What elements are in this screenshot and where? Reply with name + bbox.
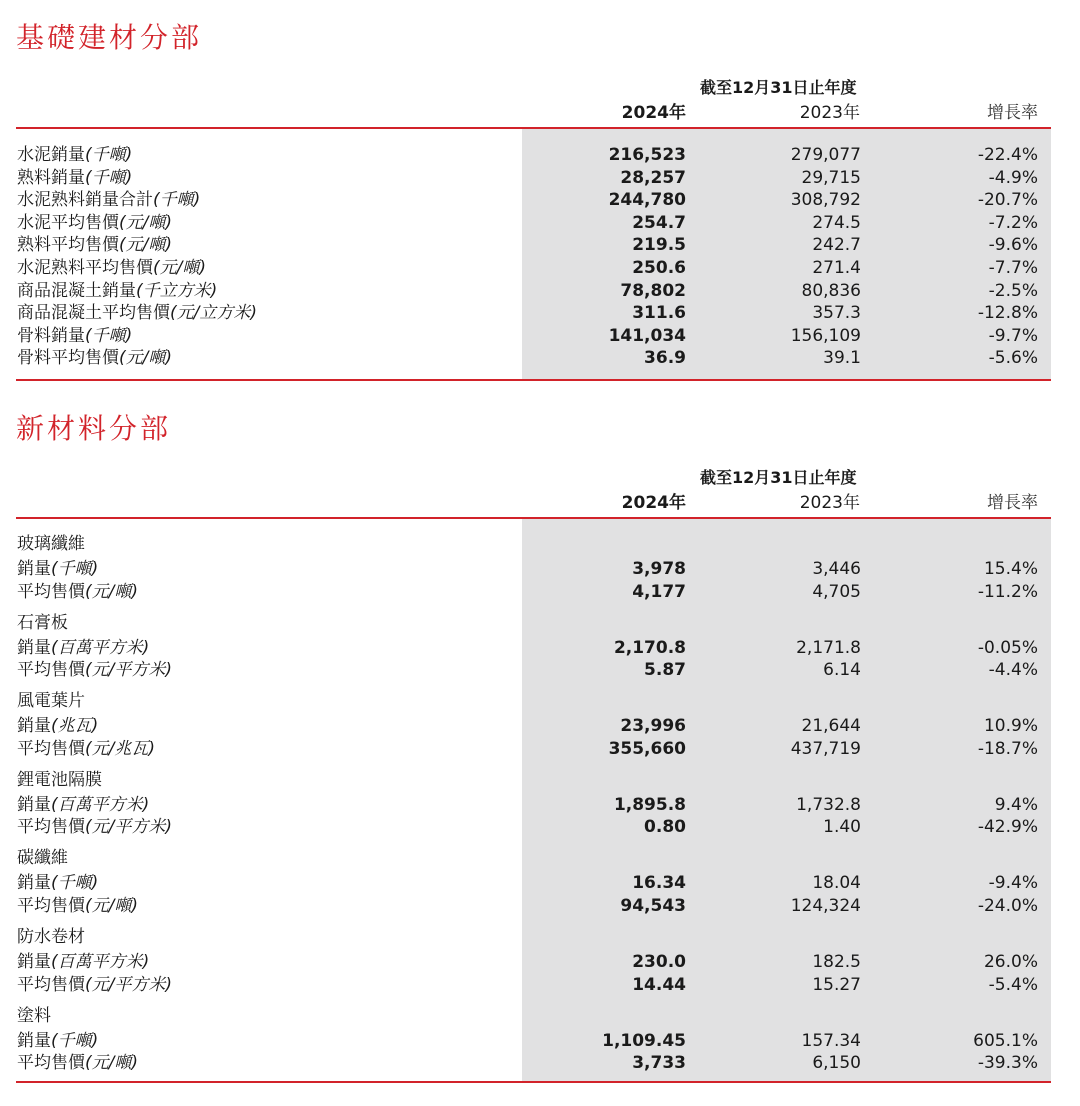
- value-2024: 28,257: [620, 167, 686, 188]
- item-unit: (千噸): [85, 325, 133, 346]
- building-materials-rows: [0, 144, 1080, 370]
- item-unit: (百萬平方米): [51, 951, 150, 972]
- item-unit: (百萬平方米): [51, 794, 150, 815]
- column-header-2023: 2023年: [799, 493, 860, 513]
- growth-rate: -2.5%: [988, 280, 1038, 301]
- value-2023: 271.4: [812, 257, 861, 278]
- growth-rate: -24.0%: [977, 895, 1038, 916]
- column-header-growth: 增長率: [987, 103, 1038, 123]
- value-2024: 23,996: [620, 716, 686, 737]
- growth-rate: -42.9%: [977, 817, 1038, 838]
- value-2023: 308,792: [790, 190, 861, 211]
- item-name: 平均售價: [17, 817, 85, 838]
- row-label: [17, 234, 172, 257]
- table-row: [0, 581, 1080, 604]
- growth-rate: -0.05%: [977, 637, 1038, 658]
- table-row: [0, 659, 1080, 682]
- value-2024: 219.5: [632, 235, 686, 256]
- table-row: [0, 144, 1080, 167]
- item-name: 銷量: [17, 716, 51, 737]
- row-label: [17, 212, 172, 235]
- column-header-2023: 2023年: [799, 103, 860, 123]
- row-label: [17, 974, 172, 997]
- growth-rate: -18.7%: [977, 738, 1038, 759]
- item-name: 銷量: [17, 637, 51, 658]
- growth-rate: -7.7%: [988, 257, 1038, 278]
- growth-rate: 15.4%: [983, 559, 1038, 579]
- item-unit: (元/噸): [119, 235, 172, 256]
- growth-rate: -4.4%: [988, 660, 1038, 681]
- growth-rate: -39.3%: [977, 1053, 1038, 1074]
- product-group: [0, 1005, 1080, 1084]
- table-row: [0, 715, 1080, 738]
- item-name: 平均售價: [17, 738, 85, 759]
- value-2024: 216,523: [608, 145, 686, 165]
- value-2023: 156,109: [790, 325, 861, 346]
- item-name: 商品混凝土銷量: [17, 280, 136, 301]
- item-name: 水泥銷量: [17, 145, 85, 165]
- item-name: 熟料平均售價: [17, 235, 119, 256]
- value-2024: 254.7: [632, 212, 686, 233]
- value-2024: 3,733: [632, 1053, 686, 1074]
- product-group: [0, 612, 1080, 691]
- item-name: 銷量: [17, 873, 51, 894]
- row-label: [17, 816, 172, 839]
- item-unit: (元/噸): [85, 1053, 138, 1074]
- growth-rate: -9.4%: [988, 873, 1038, 894]
- value-2023: 15.27: [812, 974, 861, 995]
- value-2023: 437,719: [790, 738, 861, 759]
- group-name: 風電葉片: [17, 691, 85, 712]
- value-2024: 16.34: [632, 873, 686, 894]
- row-label: [17, 167, 132, 190]
- value-2023: 157.34: [801, 1030, 861, 1051]
- table-row: [0, 257, 1080, 280]
- table-row: [0, 738, 1080, 761]
- group-name: 玻璃纖維: [17, 534, 85, 554]
- value-2024: 2,170.8: [613, 637, 686, 658]
- growth-rate: -5.4%: [988, 974, 1038, 995]
- item-name: 銷量: [17, 1030, 51, 1051]
- value-2023: 182.5: [812, 951, 861, 972]
- product-group: [0, 533, 1080, 612]
- item-name: 平均售價: [17, 660, 85, 681]
- value-2024: 141,034: [608, 325, 686, 346]
- value-2023: 2,171.8: [796, 637, 861, 658]
- item-unit: (千噸): [85, 145, 133, 165]
- growth-rate: -20.7%: [977, 190, 1038, 211]
- table-row: [0, 895, 1080, 918]
- item-unit: (元/立方米): [170, 303, 257, 324]
- value-2024: 3,978: [632, 559, 686, 579]
- group-name: 防水卷材: [17, 926, 85, 947]
- table-row: [0, 872, 1080, 895]
- item-unit: (千噸): [85, 167, 133, 188]
- item-name: 平均售價: [17, 895, 85, 916]
- table-row: [0, 189, 1080, 212]
- value-2023: 4,705: [812, 581, 861, 602]
- value-2023: 6.14: [823, 660, 861, 681]
- growth-rate: 10.9%: [983, 716, 1038, 737]
- table-row: [0, 167, 1080, 190]
- item-unit: (元/噸): [85, 581, 138, 602]
- product-group: [0, 690, 1080, 769]
- row-label: [17, 951, 149, 974]
- growth-rate: -5.6%: [988, 348, 1038, 369]
- item-name: 骨料平均售價: [17, 348, 119, 369]
- item-name: 水泥熟料銷量合計: [17, 190, 153, 211]
- table-row: [0, 816, 1080, 839]
- value-2024: 14.44: [632, 974, 686, 995]
- row-label: [17, 872, 98, 895]
- growth-rate: 9.4%: [994, 794, 1038, 815]
- value-2024: 0.80: [644, 817, 686, 838]
- table-row: [0, 234, 1080, 257]
- product-group: [0, 926, 1080, 1005]
- row-label: [17, 189, 200, 212]
- value-2023: 274.5: [812, 212, 861, 233]
- group-name: 石膏板: [17, 612, 68, 633]
- table-row: [0, 1030, 1080, 1053]
- item-unit: (元/噸): [119, 348, 172, 369]
- item-unit: (兆瓦): [51, 716, 99, 737]
- item-unit: (千噸): [51, 873, 99, 894]
- group-name: 鋰電池隔膜: [17, 769, 102, 790]
- column-header-2024: 2024年: [621, 493, 686, 513]
- group-name: 塗料: [17, 1005, 51, 1026]
- value-2023: 279,077: [790, 145, 861, 165]
- item-name: 水泥熟料平均售價: [17, 257, 153, 278]
- item-unit: (元/噸): [119, 212, 172, 233]
- growth-rate: -22.4%: [977, 145, 1038, 165]
- table-row: [0, 637, 1080, 660]
- value-2024: 94,543: [620, 895, 686, 916]
- growth-rate: -12.8%: [977, 303, 1038, 324]
- growth-rate: -11.2%: [977, 581, 1038, 602]
- value-2023: 29,715: [801, 167, 861, 188]
- row-label: [17, 257, 206, 280]
- table-row: [0, 280, 1080, 303]
- product-group: [0, 769, 1080, 848]
- growth-rate: 605.1%: [973, 1030, 1038, 1051]
- row-label: [17, 659, 172, 682]
- item-unit: (千噸): [51, 1030, 99, 1051]
- item-unit: (百萬平方米): [51, 637, 150, 658]
- period-label: 截至12月31日止年度: [700, 78, 857, 97]
- item-name: 商品混凝土平均售價: [17, 303, 170, 324]
- item-unit: (元/平方米): [85, 817, 172, 838]
- table-row: [0, 558, 1080, 581]
- value-2023: 18.04: [812, 873, 861, 894]
- column-header-2024: 2024年: [621, 103, 686, 123]
- row-label: [17, 347, 172, 370]
- growth-rate: -9.7%: [988, 325, 1038, 346]
- item-name: 熟料銷量: [17, 167, 85, 188]
- row-label: [17, 1052, 138, 1075]
- item-name: 骨料銷量: [17, 325, 85, 346]
- item-name: 銷量: [17, 951, 51, 972]
- item-name: 銷量: [17, 794, 51, 815]
- table-row: [0, 1052, 1080, 1075]
- group-name: 碳纖維: [17, 848, 68, 869]
- item-name: 銷量: [17, 559, 51, 579]
- row-label: [17, 637, 149, 660]
- item-unit: (元/平方米): [85, 660, 172, 681]
- item-unit: (千噸): [51, 559, 99, 579]
- value-2024: 230.0: [632, 951, 686, 972]
- table-row: [0, 794, 1080, 817]
- section-title: 新材料分部: [16, 412, 172, 445]
- value-2024: 36.9: [644, 348, 686, 369]
- value-2023: 242.7: [812, 235, 861, 256]
- value-2024: 5.87: [644, 660, 686, 681]
- table-bottom-rule: [16, 379, 1051, 381]
- item-unit: (千噸): [153, 190, 201, 211]
- growth-rate: -4.9%: [988, 167, 1038, 188]
- value-2023: 1,732.8: [796, 794, 861, 815]
- value-2023: 80,836: [801, 280, 861, 301]
- value-2024: 78,802: [620, 280, 686, 301]
- row-label: [17, 794, 149, 817]
- section-title: 基礎建材分部: [16, 21, 203, 54]
- item-unit: (元/兆瓦): [85, 738, 155, 759]
- value-2024: 355,660: [608, 738, 686, 759]
- value-2024: 1,895.8: [613, 794, 686, 815]
- value-2023: 1.40: [823, 817, 861, 838]
- table-bottom-rule: [16, 1081, 1051, 1083]
- growth-rate: -9.6%: [988, 235, 1038, 256]
- item-unit: (千立方米): [136, 280, 218, 301]
- row-label: [17, 280, 217, 303]
- table-row: [0, 212, 1080, 235]
- table-row: [0, 325, 1080, 348]
- period-label: 截至12月31日止年度: [700, 468, 857, 487]
- growth-rate: -7.2%: [988, 212, 1038, 233]
- row-label: [17, 581, 138, 604]
- value-2023: 21,644: [801, 716, 861, 737]
- item-unit: (元/平方米): [85, 974, 172, 995]
- item-name: 平均售價: [17, 1053, 85, 1074]
- table-row: [0, 974, 1080, 997]
- table-row: [0, 951, 1080, 974]
- value-2024: 311.6: [632, 303, 686, 324]
- row-label: [17, 895, 138, 918]
- item-name: 平均售價: [17, 581, 85, 602]
- item-unit: (元/噸): [153, 257, 206, 278]
- table-row: [0, 302, 1080, 325]
- growth-rate: 26.0%: [983, 951, 1038, 972]
- product-group: [0, 847, 1080, 926]
- row-label: [17, 715, 98, 738]
- value-2024: 1,109.45: [602, 1030, 686, 1051]
- row-label: [17, 302, 257, 325]
- item-name: 平均售價: [17, 974, 85, 995]
- row-label: [17, 144, 132, 167]
- table-row: [0, 347, 1080, 370]
- value-2024: 244,780: [608, 190, 686, 211]
- item-unit: (元/噸): [85, 895, 138, 916]
- item-name: 水泥平均售價: [17, 212, 119, 233]
- value-2023: 3,446: [812, 559, 861, 579]
- row-label: [17, 1030, 98, 1053]
- value-2023: 39.1: [823, 348, 861, 369]
- value-2023: 357.3: [812, 303, 861, 324]
- value-2023: 6,150: [812, 1053, 861, 1074]
- value-2024: 4,177: [632, 581, 686, 602]
- column-header-growth: 增長率: [987, 493, 1038, 513]
- row-label: [17, 325, 132, 348]
- row-label: [17, 738, 155, 761]
- value-2023: 124,324: [790, 895, 861, 916]
- row-label: [17, 558, 98, 581]
- new-materials-rows: [0, 533, 1080, 1083]
- value-2024: 250.6: [632, 257, 686, 278]
